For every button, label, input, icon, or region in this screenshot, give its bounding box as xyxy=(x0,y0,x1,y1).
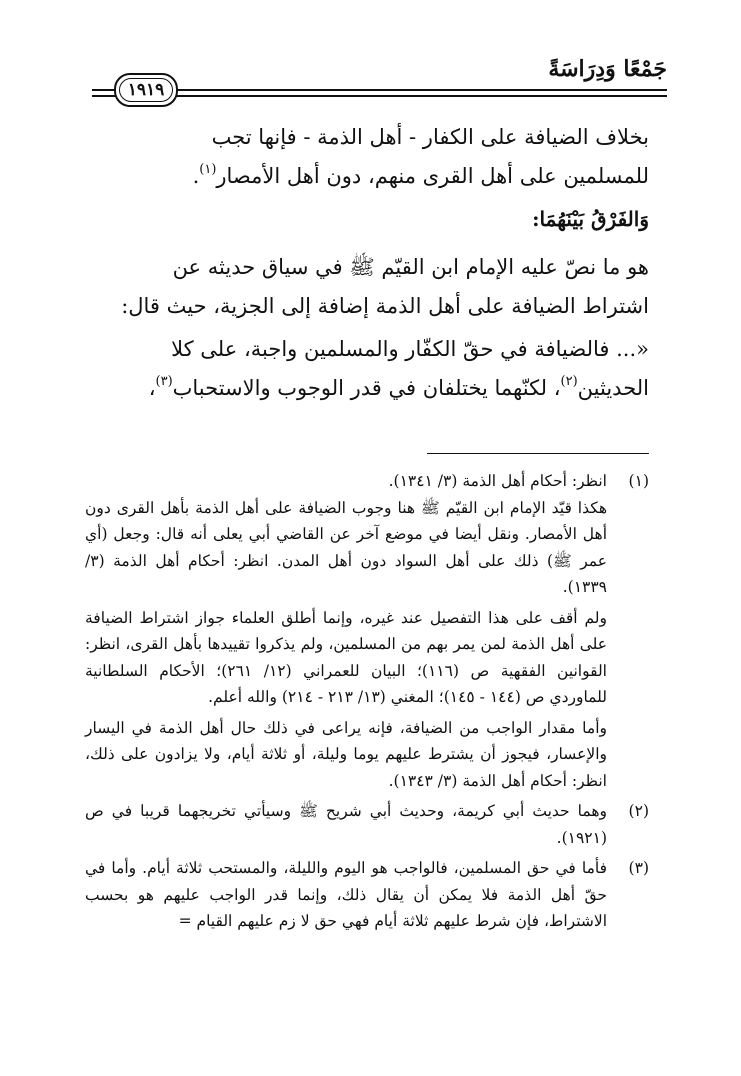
quotation xyxy=(85,330,649,408)
footnote-1-text: هكذا قيّد الإمام ابن القيّم ﷺ هنا وجوب الضيافة على أهل الذمة بأهل القرى دون أهل الأمصار. ونقل أيضا في موضع آخر عن القاضي أبي يعلى أنه قال: وجعل (أي عمر ﷺ) ذلك على أهل السواد دون أهل المدن. انظر: أحكام أهل الذمة (٣/ ١٣٣٩). xyxy=(85,498,607,596)
intro-line-1: بخلاف الضيافة على الكفار - أهل الذمة - فإنها تجب xyxy=(211,125,649,149)
footnote-ref-3[interactable]: (٣) xyxy=(155,374,173,389)
footnote-separator xyxy=(427,453,649,454)
main-text xyxy=(85,118,649,408)
footnote-2 xyxy=(85,798,649,851)
paragraph-ibn-qayyim xyxy=(85,248,649,326)
footnote-3-text: فأما في حق المسلمين، فالواجب هو اليوم والليلة، والمستحب ثلاثة أيام. وأما في حقّ أهل الذمة فلا يمكن أن يقال ذلك، وإنما قدر الواجب عليهم هو بحسب الاشتراط، فإن شرط عليهم ثلاثة أيام فهي حق لا زم عليهم القيام = xyxy=(85,859,607,930)
quote-line-2-mid: ، لكنّهما يختلفان في قدر الوجوب والاستحباب xyxy=(172,376,561,400)
footnote-1 xyxy=(85,468,649,794)
intro-line-2-end: . xyxy=(192,164,200,188)
ibn-qayyim-line-1: هو ما نصّ عليه الإمام ابن القيّم ﷺ في سياق حديثه عن xyxy=(172,255,649,279)
quote-line-2-start: الحديثين xyxy=(577,376,649,400)
ibn-qayyim-line-2: اشتراط الضيافة على أهل الذمة إضافة إلى الجزية، حيث قال: xyxy=(121,294,649,318)
footnote-ref-2[interactable]: (٢) xyxy=(560,374,578,389)
footnote-ref-1[interactable]: (١) xyxy=(199,162,217,177)
header-rule-top xyxy=(92,89,667,91)
footnote-1-text: وأما مقدار الواجب من الضيافة، فإنه يراعى في ذلك حال أهل الذمة في اليسار والإعسار، فيجوز أن يشترط عليهم يوما وليلة، أو ثلاثة أيام، ولا يزادون على ذلك، انظر: أحكام أهل الذمة (٣/ ١٣٤٣). xyxy=(85,718,607,790)
header-rule-bottom xyxy=(92,95,667,97)
footnote-3-number: (٣) xyxy=(628,859,649,877)
page-number: ١٩١٩ xyxy=(127,80,165,100)
section-heading: وَالفَرْقُ بَيْنَهُمَا: xyxy=(532,207,649,231)
quote-line-2-end: ، xyxy=(148,376,156,400)
footnote-2-text: وهما حديث أبي كريمة، وحديث أبي شريح ﷺ وسيأتي تخريجهما قريبا في ص (١٩٢١). xyxy=(85,802,607,847)
page-header xyxy=(92,56,667,106)
paragraph-intro xyxy=(85,118,649,196)
footnote-3 xyxy=(85,855,649,935)
footnote-1-text: ولم أقف على هذا التفصيل عند غيره، وإنما أطلق العلماء جواز اشتراط الضيافة على أهل الذمة لمن يمر بهم من المسلمين، ولم يذكروا تقييدها بأهل القرى، انظر: القوانين الفقهية ص (١١٦)؛ البيان للعمراني (١٢/ ٢٦١)؛ الأحكام السلطانية للماوردي ص (١٤٤ - ١٤٥)؛ المغني (١٣/ ٢١٣ - ٢١٤) والله أعلم. xyxy=(85,608,607,706)
footnote-2-number: (٢) xyxy=(628,802,649,820)
intro-line-2: للمسلمين على أهل القرى منهم، دون أهل الأمصار xyxy=(216,164,649,188)
footnote-1-text: انظر: أحكام أهل الذمة (٣/ ١٣٤١). xyxy=(388,472,607,490)
page-number-frame xyxy=(114,73,178,107)
running-title: جَمْعًا وَدِرَاسَةً xyxy=(548,56,667,82)
footnotes xyxy=(85,468,649,935)
quote-line-1: «... فالضيافة في حقّ الكفّار والمسلمين واجبة، على كلا xyxy=(171,337,649,361)
footnote-1-number: (١) xyxy=(628,472,649,490)
